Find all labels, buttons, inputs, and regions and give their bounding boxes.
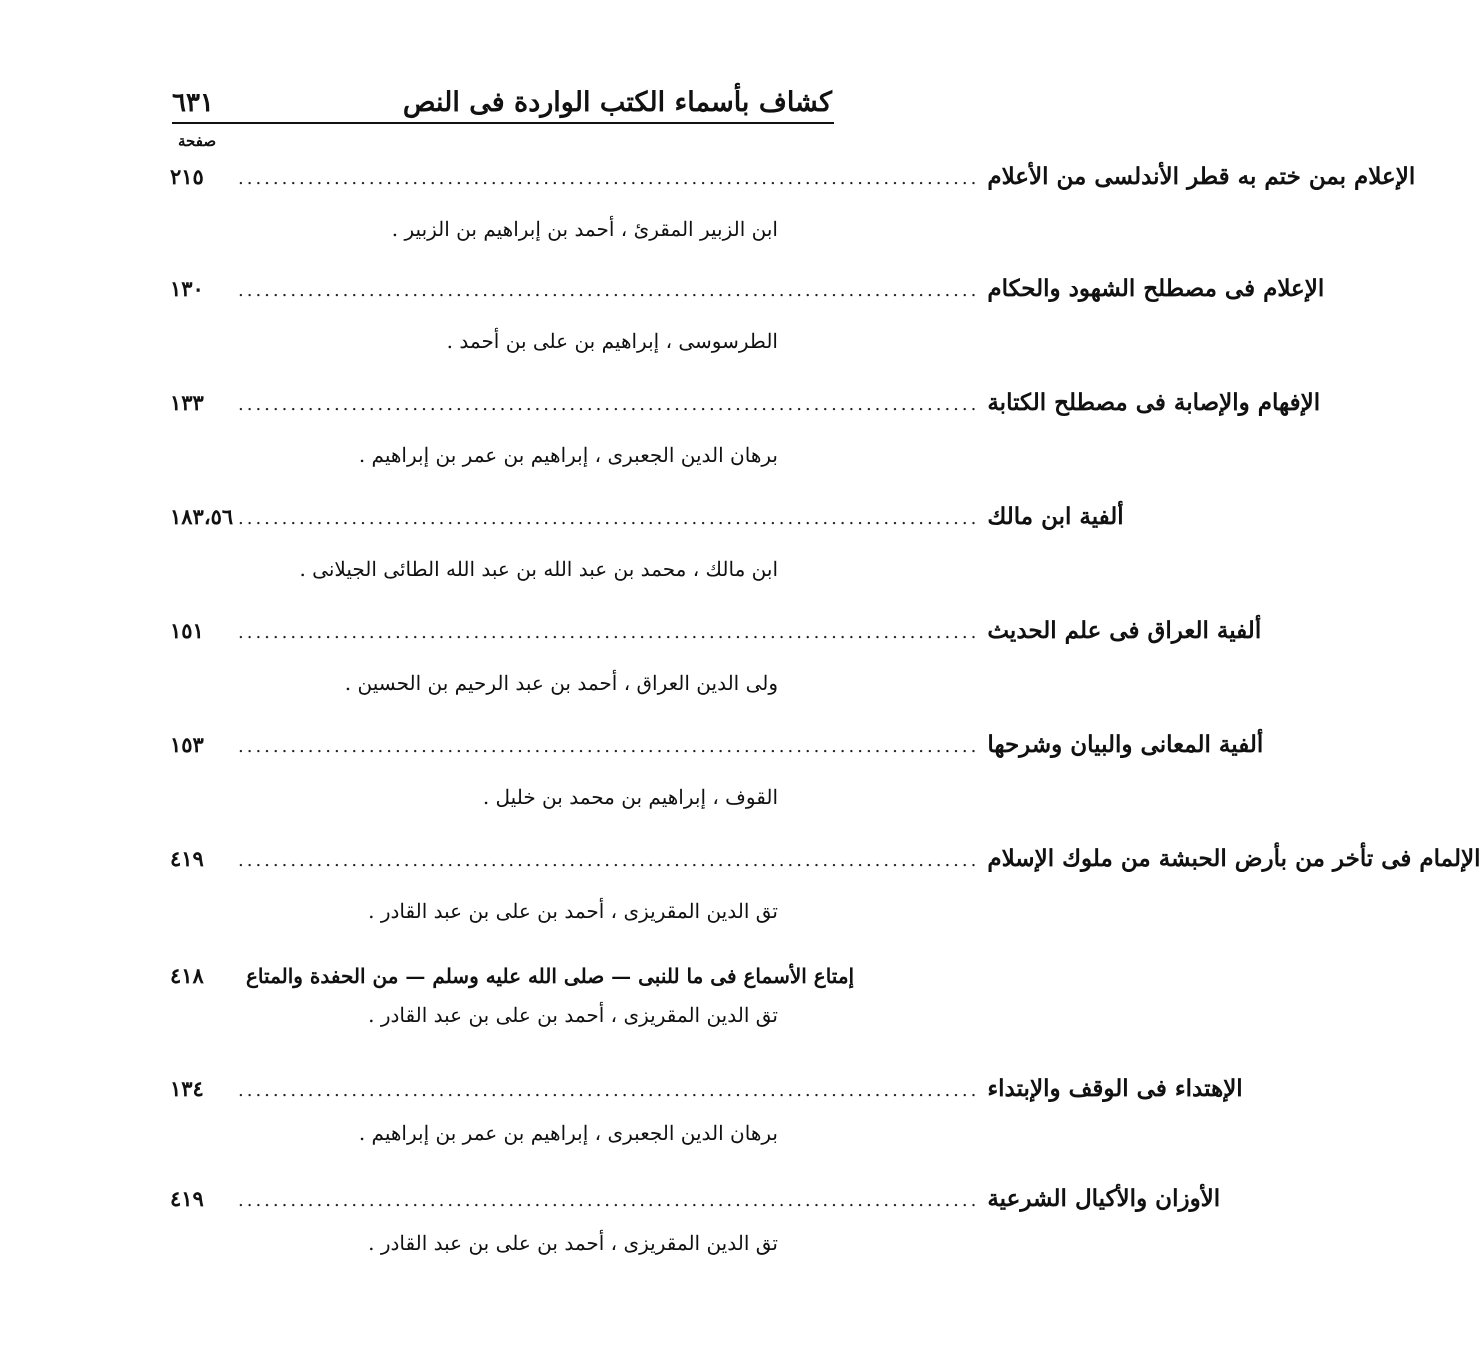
index-entry: [170, 1185, 1221, 1255]
index-entry: [170, 845, 1480, 923]
index-entry: [170, 389, 1321, 467]
entry-title: الإفهام والإصابة فى مصطلح الكتابة: [987, 389, 1321, 416]
entry-page-ref: ١٨٣،٥٦: [170, 504, 234, 529]
page-number: ٦٣١: [172, 88, 214, 118]
entry-page-ref: ١٣٠: [170, 276, 204, 301]
dot-leader: .....................................................................................: [238, 850, 980, 871]
dot-leader: .....................................................................................: [238, 1190, 980, 1211]
dot-leader: .....................................................................................: [238, 622, 980, 643]
page-column-label: صفحة: [178, 132, 217, 150]
entry-author: ابن الزبير المقرئ ، أحمد بن إبراهيم بن الزبير .: [391, 217, 778, 241]
entry-title: ألفية ابن مالك: [987, 503, 1124, 530]
running-title: كشاف بأسماء الكتب الواردة فى النص: [402, 87, 832, 118]
dot-leader: .....................................................................................: [238, 280, 980, 301]
dot-leader: .....................................................................................: [238, 736, 980, 757]
index-entry: [170, 503, 1124, 581]
entry-title: إمتاع الأسماع فى ما للنبى — صلى الله عليه وسلم — من الحفدة والمتاع: [246, 964, 855, 988]
entry-author: تق الدين المقريزى ، أحمد بن على بن عبد القادر .: [368, 1231, 778, 1255]
entry-title: ألفية العراق فى علم الحديث: [987, 617, 1262, 644]
entry-line: [170, 963, 855, 1003]
dot-leader: .....................................................................................: [238, 394, 980, 415]
entry-title: الإعلام فى مصطلح الشهود والحكام: [987, 275, 1325, 302]
dot-leader: .....................................................................................: [238, 1080, 980, 1101]
entry-page-ref: ١٥١: [170, 618, 204, 643]
entry-line: [170, 617, 1262, 657]
entry-page-ref: ١٣٣: [170, 390, 204, 415]
entry-page-ref: ٤١٩: [170, 846, 204, 871]
entry-author: الطرسوسى ، إبراهيم بن على بن أحمد .: [446, 329, 778, 353]
entry-line: [170, 275, 1325, 315]
entry-page-ref: ١٥٣: [170, 732, 204, 757]
entry-author: القوف ، إبراهيم بن محمد بن خليل .: [482, 785, 778, 809]
dot-leader: .....................................................................................: [238, 508, 980, 529]
entry-line: [170, 731, 1264, 771]
entry-title: الإلمام فى تأخر من بأرض الحبشة من ملوك الإسلام: [987, 845, 1480, 872]
entry-page-ref: ٤١٨: [170, 963, 204, 988]
entry-line: [170, 1185, 1221, 1225]
entry-title: ألفية المعانى والبيان وشرحها: [987, 731, 1264, 758]
entry-title: الإعلام بمن ختم به قطر الأندلسى من الأعلام: [987, 163, 1416, 190]
entry-author: ولى الدين العراق ، أحمد بن عبد الرحيم بن الحسين .: [344, 671, 778, 695]
page-header: [172, 72, 832, 116]
entry-page-ref: ١٣٤: [170, 1076, 204, 1101]
index-entry: [170, 617, 1262, 695]
header-rule: [172, 122, 834, 124]
entry-line: [170, 503, 1124, 543]
index-entry: [170, 275, 1325, 353]
entry-line: [170, 163, 1416, 203]
entry-line: [170, 389, 1321, 429]
index-entry: [170, 963, 855, 1027]
index-entry: [170, 1075, 1243, 1145]
index-entry: [170, 731, 1264, 809]
entry-line: [170, 1075, 1243, 1115]
entry-author: برهان الدين الجعبرى ، إبراهيم بن عمر بن إبراهيم .: [358, 443, 778, 467]
entry-author: تق الدين المقريزى ، أحمد بن على بن عبد القادر .: [368, 1003, 778, 1027]
entry-page-ref: ٤١٩: [170, 1186, 204, 1211]
entry-author: برهان الدين الجعبرى ، إبراهيم بن عمر بن إبراهيم .: [358, 1121, 778, 1145]
dot-leader: .....................................................................................: [238, 168, 980, 189]
entry-line: [170, 845, 1480, 885]
index-entry: [170, 163, 1416, 241]
entry-author: ابن مالك ، محمد بن عبد الله بن عبد الله الطائى الجيلانى .: [299, 557, 778, 581]
entry-title: الإهتداء فى الوقف والإبتداء: [987, 1075, 1243, 1102]
entry-author: تق الدين المقريزى ، أحمد بن على بن عبد القادر .: [368, 899, 778, 923]
entry-page-ref: ٢١٥: [170, 164, 204, 189]
entry-title: الأوزان والأكيال الشرعية: [987, 1185, 1221, 1212]
